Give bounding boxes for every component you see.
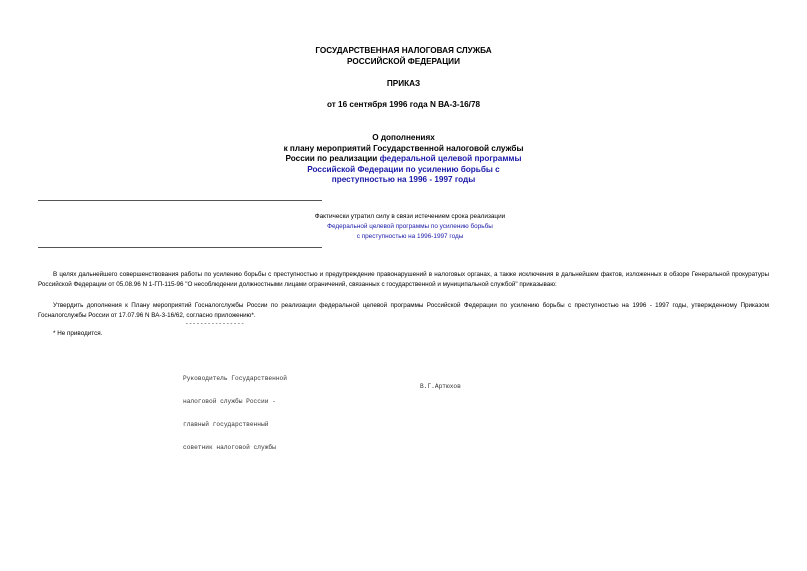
status-note <box>180 212 640 242</box>
divider-bottom <box>38 247 322 248</box>
document-header <box>0 46 807 67</box>
org-name-line2: РОССИЙСКОЙ ФЕДЕРАЦИИ <box>347 56 460 66</box>
body-paragraph-2: Утвердить дополнения к Плану мероприятий Госналогслужбы России по реализации федеральной целевой программы Российской Федерации по усилению борьбы с преступностью на 1996 - 1997 годы, утвержденному Приказом Госналогслужбы России от 17.07.96 N ВА-3-16/62, согласно приложению*. <box>38 302 769 319</box>
title-line3-text: России по реализации <box>285 154 380 163</box>
signatory-title-line1: Руководитель Государственной <box>183 375 287 383</box>
doc-type: ПРИКАЗ <box>386 79 421 88</box>
title-line2: к плану мероприятий Государственной налоговой службы <box>283 143 524 153</box>
footnote-separator: ---------------- <box>185 320 245 327</box>
org-name-line1: ГОСУДАРСТВЕННАЯ НАЛОГОВАЯ СЛУЖБА <box>315 46 492 55</box>
program-link[interactable]: федеральной целевой программы <box>379 154 522 163</box>
program-link-line3[interactable]: преступностью на 1996 - 1997 годы <box>331 175 476 184</box>
footnote: * Не приводится. <box>53 330 103 337</box>
divider-top <box>38 200 322 201</box>
doc-date: от 16 сентября 1996 года N ВА-3-16/78 <box>326 100 481 109</box>
doc-title <box>0 133 807 186</box>
title-line1: О дополнениях <box>372 133 435 142</box>
signature-block <box>183 360 287 459</box>
signatory-title-line2: налоговой службы России - <box>183 397 276 405</box>
signatory-title-line3: главный государственный <box>183 420 269 428</box>
signatory-title-line4: советник налоговой службы <box>183 443 276 451</box>
body-paragraph-1: В целях дальнейшего совершенствования работы по усилению борьбы с преступностью и предупреждение правонарушений в налоговых органах, а также исключения в дальнейшем фактов, изложенных в обзоре Генеральной прокуратуры Российской Федерации от 05.08.96 N 1-ГП-115-96 "О несоблюдении должностными лицами ограничений, связанных с государственной и муниципальной службой" приказываю: <box>38 271 769 288</box>
signatory-name: В.Г.Артюхов <box>420 383 461 390</box>
program-link-line2[interactable]: Российской Федерации по усилению борьбы с <box>307 164 500 174</box>
title-line3 <box>0 154 807 165</box>
status-note-link1[interactable]: Федеральной целевой программы по усилению борьбы <box>327 223 493 230</box>
status-note-line1: Фактически утратил силу в связи истечением срока реализации <box>314 213 506 220</box>
status-note-link2[interactable]: с преступностью на 1996-1997 годы <box>356 233 464 240</box>
